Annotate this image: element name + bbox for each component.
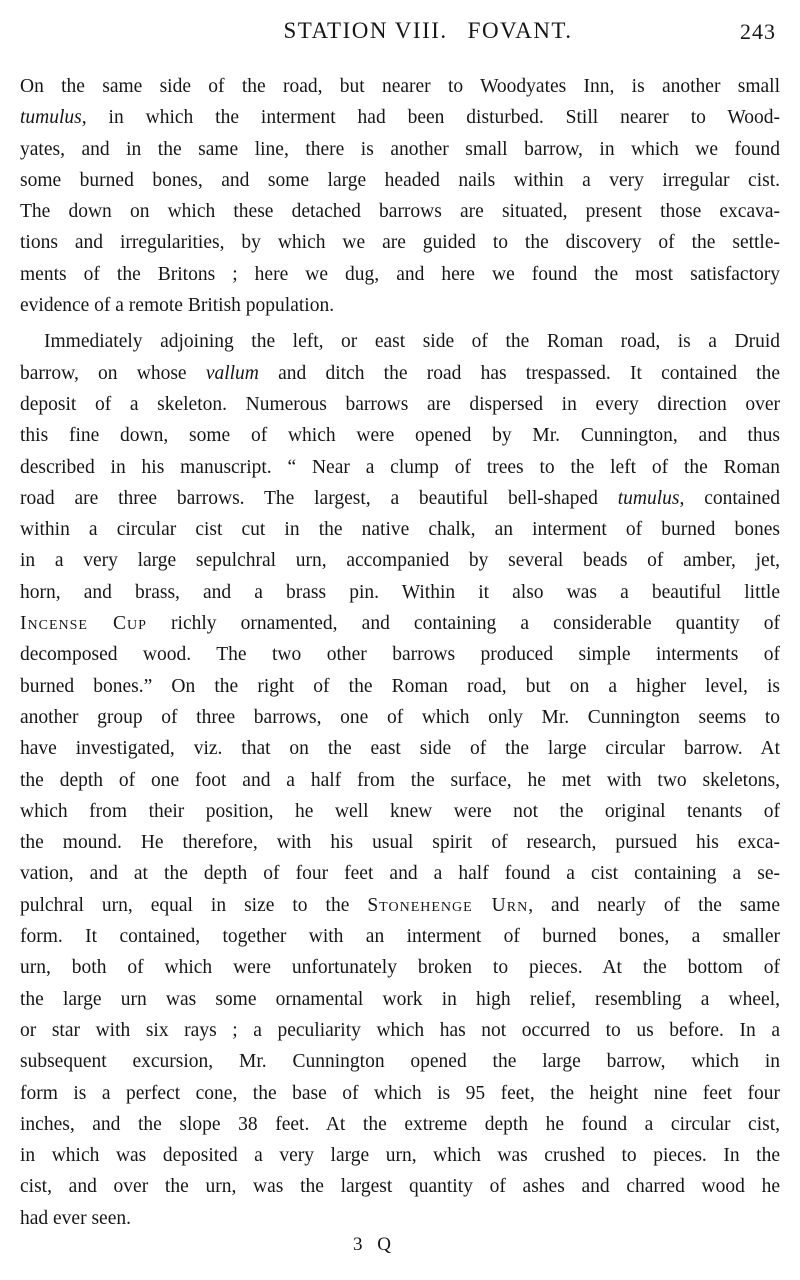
text-line: described in his manuscript. “ Near a clump of trees to the left of the Roman [20,456,780,478]
text-line: evidence of a remote British population. [20,295,335,317]
text-line: Immediately adjoining the left, or east side of the Roman road, is a Druid [44,331,780,353]
text-line: cist, and over the urn, was the largest quantity of ashes and charred wood he [20,1176,780,1198]
text-line: the mound. He therefore, with his usual spirit of research, pursued his exca- [20,832,780,854]
station-heading: STATION VIII. [283,18,448,43]
text-line: horn, and brass, and a brass pin. Within it also was a beautiful little [20,581,780,603]
text-line: yates, and in the same line, there is another small barrow, in which we found [20,138,780,160]
text-line: burned bones.” On the right of the Roman road, but on a higher level, is [20,675,780,697]
text-line: another group of three barrows, one of which only Mr. Cunnington seems to [20,706,780,728]
signature-mark: 3 Q [353,1234,391,1255]
text-line: the large urn was some ornamental work in high relief, resembling a wheel, [20,988,780,1010]
text-line: inches, and the slope 38 feet. At the extreme depth he found a circular cist, [20,1113,780,1135]
text-line: within a circular cist cut in the native chalk, an interment of burned bones [20,519,780,541]
running-head [0,18,800,50]
paragraph [20,71,780,321]
text-line: road are three barrows. The largest, a beautiful bell-shaped tumulus, contained [20,487,780,509]
text-line: or star with six rays ; a peculiarity which has not occurred to us before. In a [20,1019,780,1041]
text-line: have investigated, viz. that on the east side of the large circular barrow. At [20,738,780,760]
text-line: some burned bones, and some large headed nails within a very irregular cist. [20,169,780,191]
text-line: which from their position, he well knew were not the original tenants of [20,800,780,822]
text-line: pulchral urn, equal in size to the Stonehenge Urn, and nearly of the same [20,894,780,916]
italic-text: vallum [205,362,259,384]
text-line: Incense Cup richly ornamented, and containing a considerable quantity of [20,613,780,635]
text-line: vation, and at the depth of four feet and a half found a cist containing a se- [20,863,780,885]
text-line: had ever seen. [20,1207,131,1229]
smallcaps-text: Incense Cup [20,613,147,635]
text-line: ments of the Britons ; here we dug, and here we found the most satisfactory [20,263,780,285]
page-number: 243 [740,19,776,44]
text-line: The down on which these detached barrows are situated, present those excava- [20,201,780,223]
text-line: barrow, on whose vallum and ditch the road has trespassed. It contained the [20,362,780,384]
text-line: in a very large sepulchral urn, accompanied by several beads of amber, jet, [20,550,780,572]
text-line: deposit of a skeleton. Numerous barrows are dispersed in every direction over [20,393,780,415]
text-line: form. It contained, together with an interment of burned bones, a smaller [20,926,780,948]
text-line: tions and irregularities, by which we are guided to the discovery of the settle- [20,232,780,254]
text-line: in which was deposited a very large urn, which was crushed to pieces. In the [20,1145,780,1167]
paragraph [20,326,780,1234]
text-line: On the same side of the road, but nearer to Woodyates Inn, is another small [20,76,780,97]
page-body [20,71,780,1234]
text-line: subsequent excursion, Mr. Cunnington opened the large barrow, which in [20,1051,780,1073]
text-line: decomposed wood. The two other barrows produced simple interments of [20,644,780,666]
page-title [283,18,572,44]
text-line: the depth of one foot and a half from the surface, he met with two skeletons, [20,769,780,791]
text-line: urn, both of which were unfortunately broken to pieces. At the bottom of [20,957,780,979]
text-line: tumulus, in which the interment had been disturbed. Still nearer to Wood- [20,107,780,129]
text-line: this fine down, some of which were opened by Mr. Cunnington, and thus [20,425,780,447]
smallcaps-text: Stonehenge Urn [367,894,529,916]
italic-text: tumulus [20,107,82,129]
italic-text: tumulus [617,487,680,509]
text-line: form is a perfect cone, the base of which is 95 feet, the height nine feet four [20,1082,780,1104]
place-heading: FOVANT. [467,18,573,43]
